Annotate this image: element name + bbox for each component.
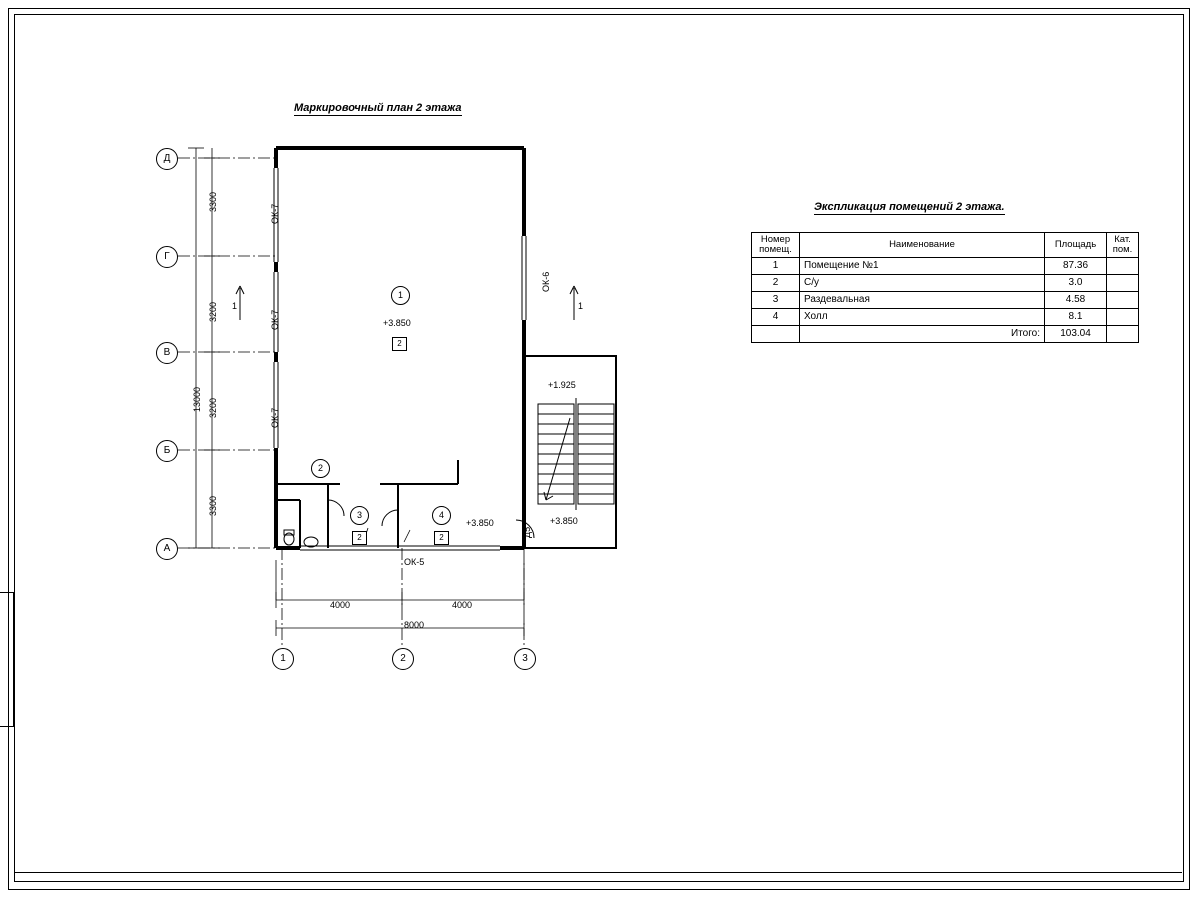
room-number-4: 4 (432, 506, 451, 525)
interior-partitions (276, 460, 458, 548)
level-mark-landing: +1.925 (548, 380, 576, 390)
axis-bubble-g: Г (156, 246, 178, 268)
window-label-ok5: ОК-5 (404, 557, 425, 567)
header-kat-line2: пом. (1112, 243, 1133, 255)
cell-name: Холл (800, 308, 1045, 325)
plan-title: Маркировочный план 2 этажа (294, 102, 462, 114)
axis-bubble-d: Д (156, 148, 178, 170)
cell-area: 8.1 (1045, 308, 1107, 325)
cell-name: Раздевальная (800, 291, 1045, 308)
header-area: Площадь (1045, 233, 1107, 258)
section-mark-right: 1 (578, 301, 584, 311)
window-openings (276, 168, 524, 548)
axis-bubble-2: 2 (392, 648, 414, 670)
cell-area: 3.0 (1045, 274, 1107, 291)
header-number-line2: помещ. (759, 243, 792, 255)
dim-horizontal-4000-right: 4000 (452, 600, 473, 610)
room-finish-1: 2 (392, 337, 407, 351)
level-mark-stair-top: +3.850 (550, 516, 578, 526)
cell-number: 1 (752, 257, 800, 274)
dim-vertical-total: 13000 (192, 386, 202, 412)
dimension-chain-horizontal (276, 560, 524, 636)
cell-number: 4 (752, 308, 800, 325)
exposition-title: Экспликация помещений 2 этажа. (814, 201, 1005, 213)
window-label-ok7-low: ОК-7 (270, 407, 280, 428)
dim-horizontal-4000-left: 4000 (330, 600, 351, 610)
cell-area: 87.36 (1045, 257, 1107, 274)
cell-number: 3 (752, 291, 800, 308)
cell-area: 4.58 (1045, 291, 1107, 308)
window-label-ok7-mid: ОК-7 (270, 309, 280, 330)
cell-number: 2 (752, 274, 800, 291)
header-kat-line1: Кат. (1114, 234, 1131, 245)
room-number-2: 2 (311, 459, 330, 478)
cell-name: Помещение №1 (800, 257, 1045, 274)
total-label: Итого: (800, 325, 1045, 342)
dim-vertical-3200-upper: 3200 (208, 301, 218, 322)
door-label-d5: Д5 (522, 526, 532, 538)
window-frames (274, 168, 526, 550)
room-number-3: 3 (350, 506, 369, 525)
level-mark-hall: +3.850 (466, 518, 494, 528)
axis-bubble-b: Б (156, 440, 178, 462)
dim-vertical-3300-bottom: 3300 (208, 495, 218, 516)
header-name: Наименование (800, 233, 1045, 258)
axis-lines-vertical (282, 548, 524, 648)
room-finish-4: 2 (434, 531, 449, 545)
dim-vertical-3300-top: 3300 (208, 191, 218, 212)
room-number-1: 1 (391, 286, 410, 305)
axis-bubble-v: В (156, 342, 178, 364)
window-label-ok7-top: ОК-7 (270, 203, 280, 224)
section-mark-left: 1 (232, 301, 238, 311)
staircase (538, 398, 614, 510)
axis-lines-horizontal (178, 158, 276, 548)
total-area: 103.04 (1045, 325, 1107, 342)
axis-bubble-1: 1 (272, 648, 294, 670)
room-finish-3: 2 (352, 531, 367, 545)
axis-bubble-a: А (156, 538, 178, 560)
cell-name: С/у (800, 274, 1045, 291)
axis-bubble-3: 3 (514, 648, 536, 670)
header-number-line1: Номер (760, 234, 791, 245)
level-mark-main: +3.850 (383, 318, 411, 328)
window-label-ok6: ОК-6 (541, 271, 551, 292)
dim-horizontal-total: 8000 (404, 620, 425, 630)
dim-vertical-3200-lower: 3200 (208, 397, 218, 418)
